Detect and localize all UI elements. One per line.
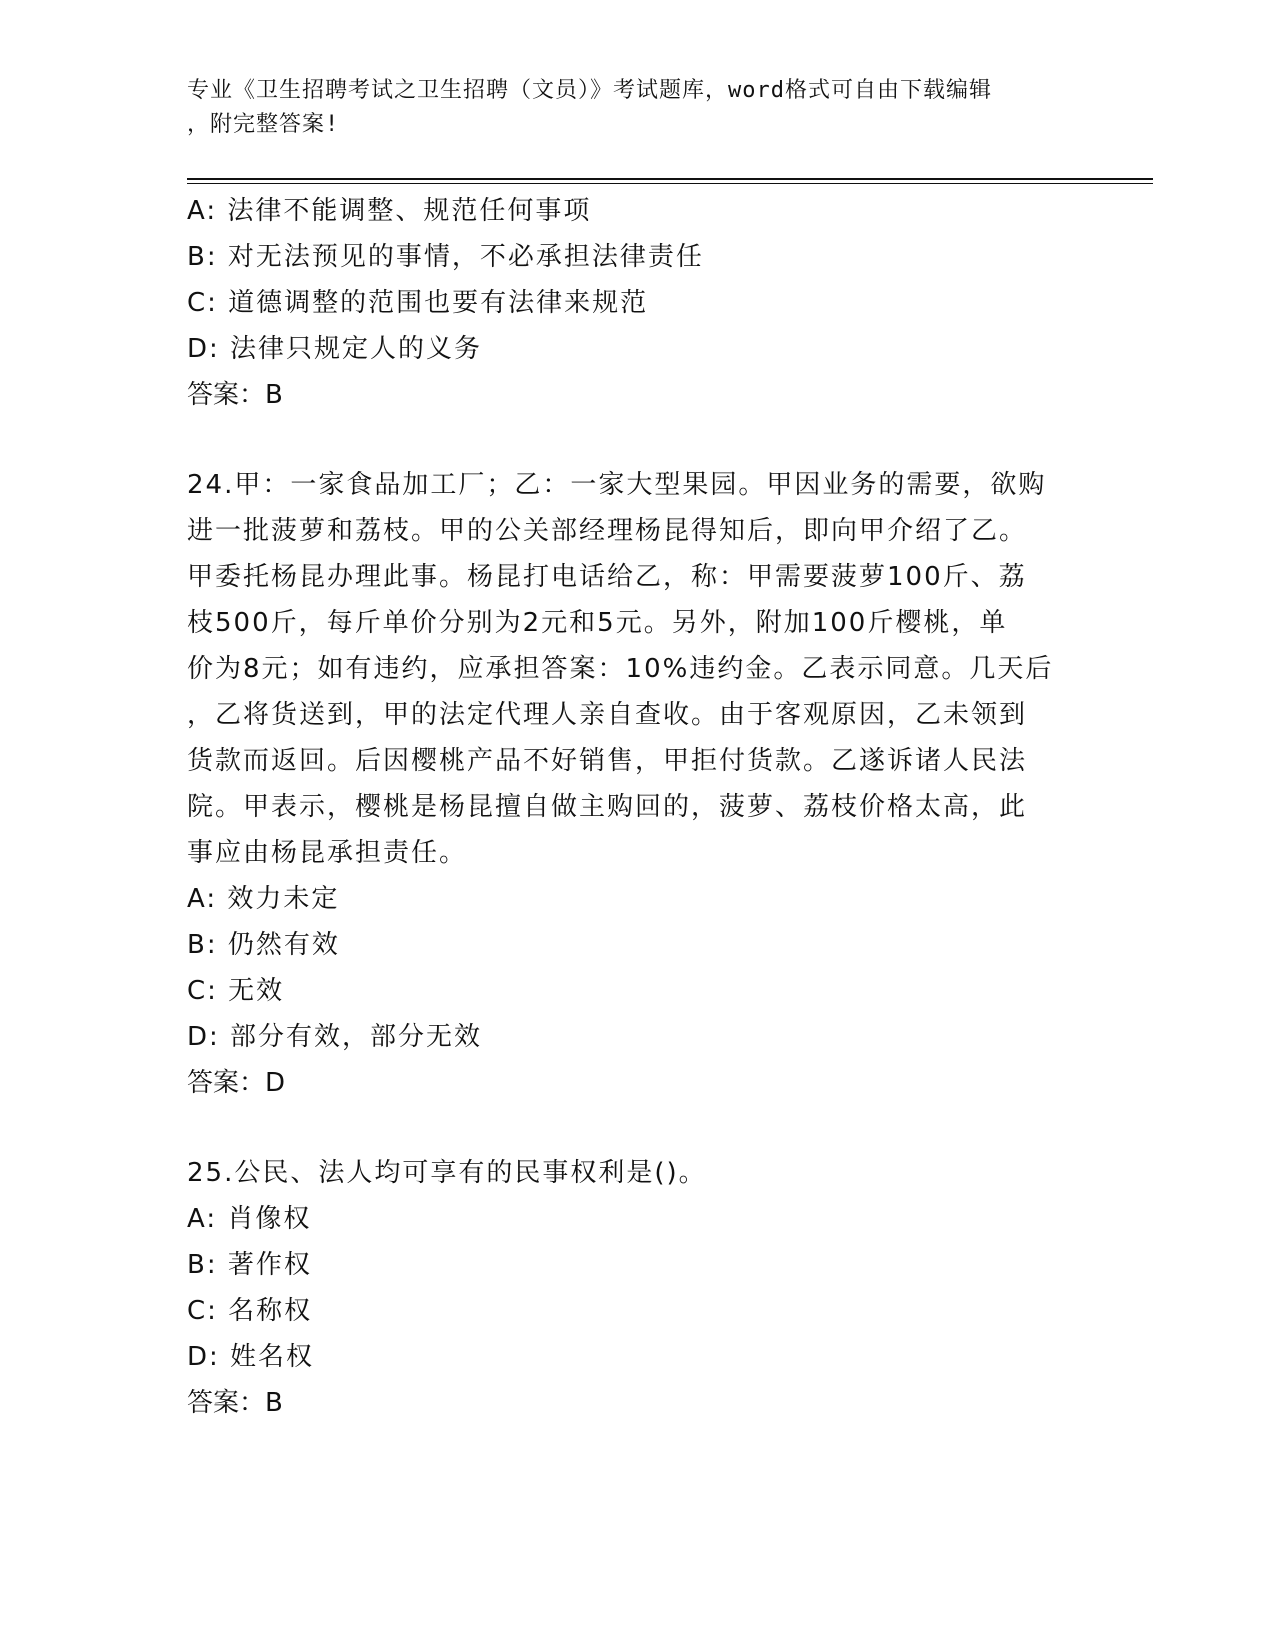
option-a: A: 肖像权 [187, 1204, 312, 1234]
question-stem-line: 24.甲：一家食品加工厂；乙：一家大型果园。甲因业务的需要，欲购 [187, 470, 1047, 500]
answer-line: 答案：D [187, 1068, 286, 1098]
option-d: D: 姓名权 [187, 1342, 315, 1372]
option-d: D: 部分有效，部分无效 [187, 1022, 483, 1052]
question-stem-line: 25.公民、法人均可享有的民事权利是()。 [187, 1158, 707, 1188]
question-stem-line: 枝500斤，每斤单价分别为2元和5元。另外，附加100斤樱桃，单 [187, 608, 1008, 638]
answer-line: 答案：B [187, 380, 283, 410]
question-content [187, 188, 1087, 1426]
option-b: B: 仍然有效 [187, 930, 340, 960]
question-stem-line: 价为8元；如有违约，应承担答案：10%违约金。乙表示同意。几天后 [187, 654, 1054, 684]
question-25 [187, 1150, 1087, 1426]
header-rule-thin [187, 183, 1153, 184]
answer-line: 答案：B [187, 1388, 283, 1418]
option-a: A: 效力未定 [187, 884, 340, 914]
question-spacer [187, 418, 1087, 462]
option-d: D: 法律只规定人的义务 [187, 334, 483, 364]
question-23 [187, 188, 1087, 418]
header-title-line-2: ，附完整答案! [187, 112, 340, 137]
question-stem-line: 进一批菠萝和荔枝。甲的公关部经理杨昆得知后，即向甲介绍了乙。 [187, 516, 1028, 546]
header-title-line-1: 专业《卫生招聘考试之卫生招聘（文员）》考试题库，word格式可自由下载编辑 [187, 78, 992, 103]
option-c: C: 无效 [187, 976, 285, 1006]
question-stem-line: 货款而返回。后因樱桃产品不好销售，甲拒付货款。乙遂诉诸人民法 [187, 746, 1028, 776]
option-c: C: 名称权 [187, 1296, 313, 1326]
question-spacer [187, 1106, 1087, 1150]
option-c: C: 道德调整的范围也要有法律来规范 [187, 288, 649, 318]
question-stem-line: 甲委托杨昆办理此事。杨昆打电话给乙，称：甲需要菠萝100斤、荔 [187, 562, 1027, 592]
question-stem-line: 事应由杨昆承担责任。 [187, 838, 468, 868]
option-a: A: 法律不能调整、规范任何事项 [187, 196, 592, 226]
document-header [187, 74, 1087, 142]
option-b: B: 对无法预见的事情，不必承担法律责任 [187, 242, 704, 272]
option-b: B: 著作权 [187, 1250, 312, 1280]
question-stem-line: 院。甲表示，樱桃是杨昆擅自做主购回的，菠萝、荔枝价格太高，此 [187, 792, 1028, 822]
header-rule-thick [187, 178, 1153, 180]
question-stem-line: ，乙将货送到，甲的法定代理人亲自查收。由于客观原因，乙未领到 [187, 700, 1028, 730]
question-24 [187, 462, 1087, 1106]
